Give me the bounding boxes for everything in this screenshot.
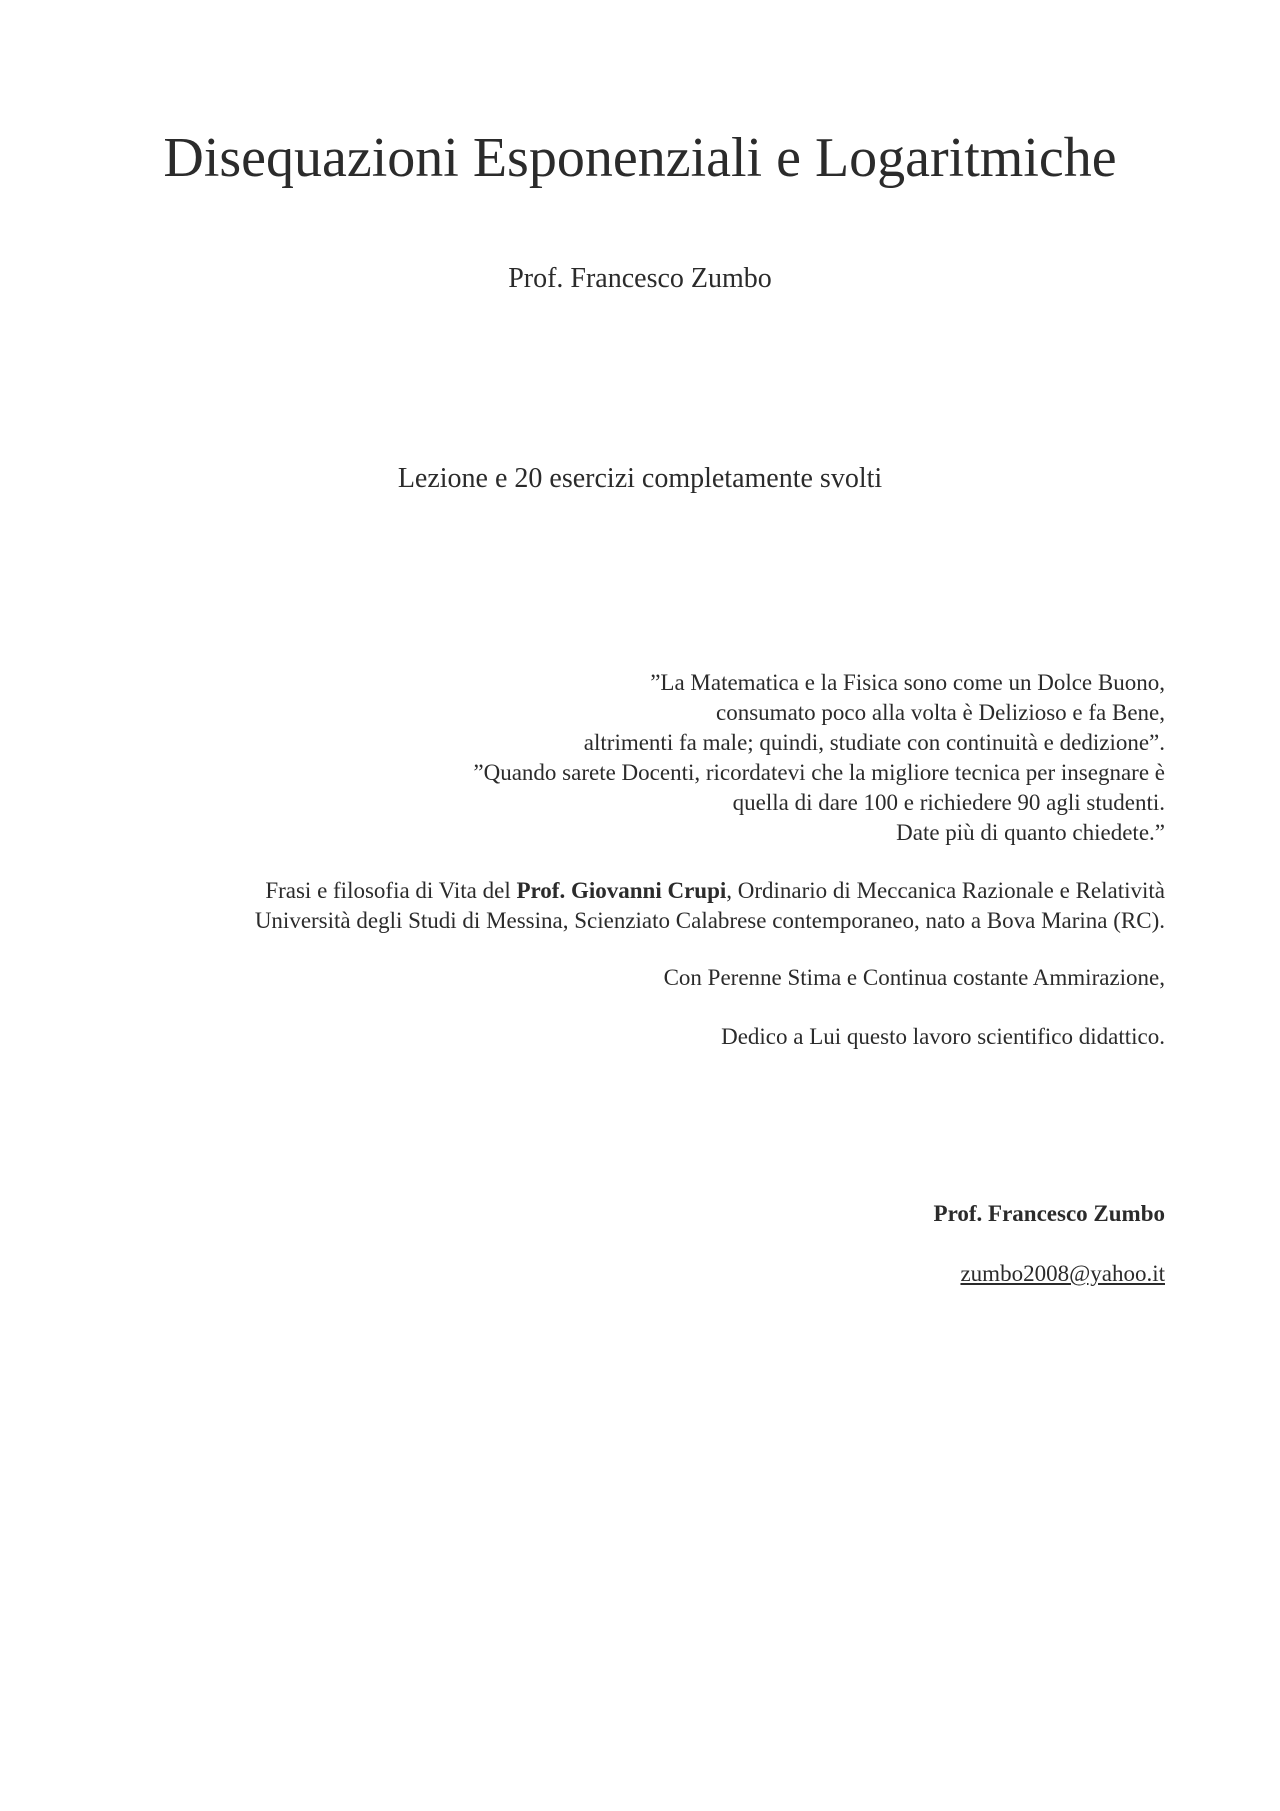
quote-line: altrimenti fa male; quindi, studiate con continuità e dedizione”.: [583, 730, 1165, 755]
quote-line: ”La Matematica e la Fisica sono come un Dolce Buono,: [650, 670, 1165, 695]
quote-line: Date più di quanto chiedete.”: [896, 820, 1165, 845]
attribution-suffix: , Ordinario di Meccanica Razionale e Relatività: [726, 878, 1165, 903]
attribution-name: Prof. Giovanni Crupi: [516, 878, 727, 903]
quote-line: ”Quando sarete Docenti, ricordatevi che la migliore tecnica per insegnare è: [473, 760, 1165, 785]
dedication-line: Dedico a Lui questo lavoro scientifico didattico.: [721, 1024, 1165, 1049]
attribution-block: [65, 876, 1165, 936]
author-name: Prof. Francesco Zumbo: [508, 263, 772, 294]
esteem-line: Con Perenne Stima e Continua costante Ammirazione,: [663, 965, 1165, 990]
document-title: Disequazioni Esponenziali e Logaritmiche: [163, 127, 1117, 189]
email-link[interactable]: zumbo2008@yahoo.it: [960, 1261, 1165, 1286]
attribution-prefix: Frasi e filosofia di Vita del: [265, 878, 517, 903]
document-subtitle: Lezione e 20 esercizi completamente svolti: [397, 463, 883, 494]
attribution-line-1: [65, 876, 1165, 906]
attribution-line-2: Università degli Studi di Messina, Scienziato Calabrese contemporaneo, nato a Bova Marina (RC).: [254, 908, 1165, 933]
signature: Prof. Francesco Zumbo: [933, 1201, 1165, 1226]
quote-line: quella di dare 100 e richiedere 90 agli studenti.: [732, 790, 1165, 815]
quote-line: consumato poco alla volta è Delizioso e fa Bene,: [716, 700, 1165, 725]
quote-block: [165, 668, 1165, 848]
